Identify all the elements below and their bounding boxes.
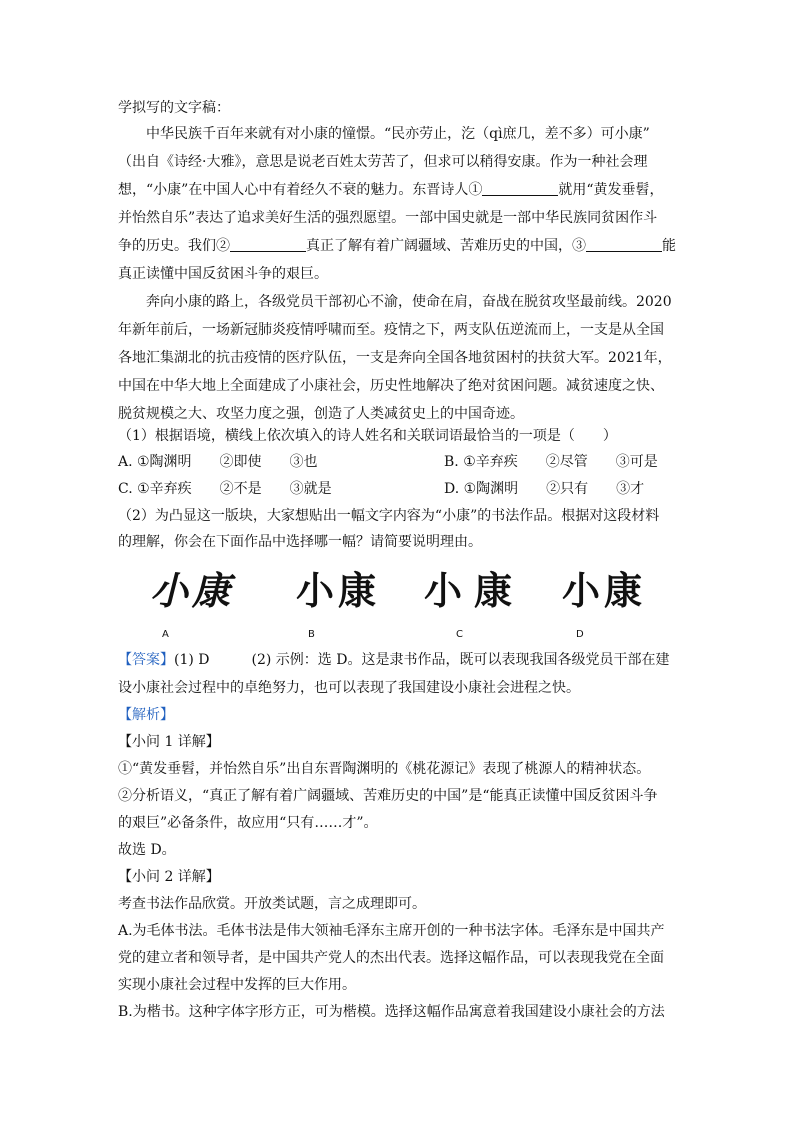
text-line: 党的建立者和领导者，是中国共产党人的杰出代表。选择这幅作品，可以表现我党在全面 xyxy=(118,950,664,966)
caption-b: B xyxy=(308,629,315,640)
text-line xyxy=(118,236,676,256)
question-1: （1）根据语境，横线上依次填入的诗人姓名和关联词语最恰当的一项是（ ） xyxy=(118,428,617,444)
text-line xyxy=(118,180,664,200)
caption-c: C xyxy=(456,629,463,640)
answer-text: (1) D (2) 示例：选 D。这是隶书作品，既可以表现我国各级党员干部在建 xyxy=(174,652,670,668)
text-line: 各地汇集湖北的抗击疫情的医疗队伍，一支是奔向全国各地贫困村的扶贫大军。2021年， xyxy=(118,350,672,366)
fill-blank-2 xyxy=(230,237,306,252)
text-line: 考查书法作品欣赏。开放类试题，言之成理即可。 xyxy=(118,896,426,912)
calligraphy-d: 小康 xyxy=(562,568,647,613)
text-line: ②分析语义，“真正了解有着广阔疆域、苦难历史的中国”是“能真正读懂中国反贫困斗争 xyxy=(118,788,658,804)
text-line: 中华民族千百年来就有对小康的憧憬。“民亦劳止，汔（qì庶几，差不多）可小康” xyxy=(146,126,650,142)
analysis-tag: 【解析】 xyxy=(118,707,174,723)
text-line: 年新年前后，一场新冠肺炎疫情呼啸而至。疫情之下，两支队伍逆流而上，一支是从全国 xyxy=(118,322,664,338)
option-a: A. ①陶渊明 ②即使 ③也 xyxy=(118,454,318,470)
subquestion-1-heading: 【小问 1 详解】 xyxy=(118,734,220,750)
caption-a: A xyxy=(162,629,169,640)
option-b: B. ①辛弃疾 ②尽管 ③可是 xyxy=(444,454,658,470)
text-segment: 真正了解有着广阔疆域、苦难历史的中国，③ xyxy=(306,238,586,254)
fill-blank-1 xyxy=(482,181,558,196)
calligraphy-a: 小康 xyxy=(150,568,235,613)
answer-line xyxy=(118,650,669,670)
answer-tag: 【答案】 xyxy=(118,652,174,668)
text-segment: 争的历史。我们② xyxy=(118,238,230,254)
text-line: 奔向小康的路上，各级党员干部初心不渝，使命在肩，奋战在脱贫攻坚最前线。2020 xyxy=(146,294,672,310)
calligraphy-c: 小康 xyxy=(424,568,525,613)
question-2: （2）为凸显这一版块，大家想贴出一幅文字内容为“小康”的书法作品。根据对这段材料 xyxy=(118,508,660,524)
answer-line-2: 设小康社会过程中的卓绝努力，也可以表现了我国建设小康社会进程之快。 xyxy=(118,680,580,696)
option-d: D. ①陶渊明 ②只有 ③才 xyxy=(444,481,645,497)
text-line: 脱贫规模之大、攻坚力度之强，创造了人类减贫史上的中国奇迹。 xyxy=(118,406,524,422)
text-line: B.为楷书。这种字体字形方正，可为楷模。选择这幅作品寓意着我国建设小康社会的方法 xyxy=(118,1004,665,1020)
text-line: ①“黄发垂髫，并怡然自乐”出自东晋陶渊明的《桃花源记》表现了桃源人的精神状态。 xyxy=(118,761,651,777)
option-c: C. ①辛弃疾 ②不是 ③就是 xyxy=(118,481,332,497)
fill-blank-3 xyxy=(586,237,662,252)
text-line: 实现小康社会过程中发挥的巨大作用。 xyxy=(118,977,356,993)
text-segment: 想，“小康”在中国人心中有着经久不衰的魅力。东晋诗人① xyxy=(118,182,483,198)
text-line: 故选 D。 xyxy=(118,842,176,858)
text-segment: 能 xyxy=(662,238,676,254)
text-line: 学拟写的文字稿： xyxy=(118,100,230,116)
text-line: 的艰巨”必备条件，故应用“只有……才”。 xyxy=(118,815,378,831)
text-segment: 就用“黄发垂髫， xyxy=(558,182,664,198)
text-line: （出自《诗经·大雅》，意思是说老百姓太劳苦了，但求可以稍得安康。作为一种社会理 xyxy=(118,154,648,170)
question-2-cont: 的理解，你会在下面作品中选择哪一幅？请简要说明理由。 xyxy=(118,534,482,550)
calligraphy-b: 小康 xyxy=(296,568,381,613)
text-line: 真正读懂中国反贫困斗争的艰巨。 xyxy=(118,266,328,282)
text-line: 中国在中华大地上全面建成了小康社会，历史性地解决了绝对贫困问题。减贫速度之快、 xyxy=(118,378,664,394)
caption-d: D xyxy=(576,629,584,640)
subquestion-2-heading: 【小问 2 详解】 xyxy=(118,869,220,885)
text-line: 并怡然自乐”表达了追求美好生活的强烈愿望。一部中国史就是一部中华民族同贫困作斗 xyxy=(118,210,658,226)
text-line: A.为毛体书法。毛体书法是伟大领袖毛泽东主席开创的一种书法字体。毛泽东是中国共产 xyxy=(118,923,665,939)
